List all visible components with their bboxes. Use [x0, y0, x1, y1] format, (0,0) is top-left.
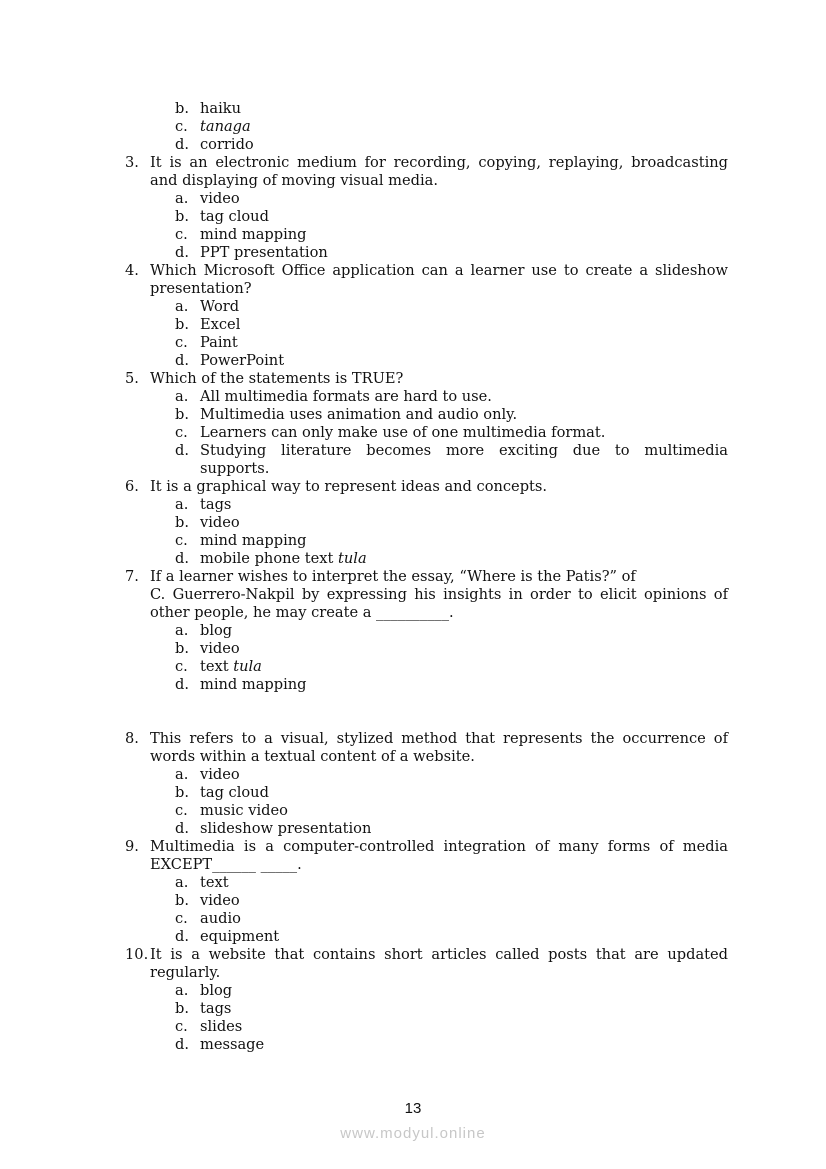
option-item: b. video [175, 640, 240, 657]
question-text: If a learner wishes to interpret the essay, “Where is the Patis?” of C. Guerrero-Nakpil by expressing his insights in order to elicit opinions of other people, he may create a __________. [150, 568, 728, 621]
question-text: Multimedia is a computer-controlled integration of many forms of media EXCEPT______ _____. [150, 838, 728, 873]
watermark-text: www.modyul.online [340, 1125, 486, 1142]
option-item: a. blog [175, 982, 233, 999]
question-number: 10. [125, 946, 149, 963]
option-item: d. mobile phone text tula [175, 550, 367, 567]
option-item: c. audio [175, 910, 241, 927]
question-text: It is an electronic medium for recording, copying, replaying, broadcasting and displaying of moving visual media. [150, 154, 728, 189]
question-number: 3. [125, 154, 139, 171]
question-number: 4. [125, 262, 139, 279]
option-item: a. text [175, 874, 229, 891]
option-item: c. slides [175, 1018, 243, 1035]
question-number: 9. [125, 838, 139, 855]
option-item: d. message [175, 1036, 265, 1053]
option-item: d. mind mapping [175, 676, 307, 693]
option-item: c. Learners can only make use of one multimedia format. [175, 424, 606, 441]
question-6-options [125, 496, 728, 568]
question-7 [125, 568, 728, 622]
option-item: c. mind mapping [175, 226, 307, 243]
option-item: b. Excel [175, 316, 241, 333]
question-number: 7. [125, 568, 139, 585]
option-item: b. tag cloud [175, 784, 269, 801]
option-item: c. music video [175, 802, 288, 819]
option-item: c. tanaga [175, 118, 251, 135]
option-item: d. Studying literature becomes more exciting due to multimedia supports. [175, 442, 728, 477]
continued-options [125, 100, 728, 154]
option-item: c. text tula [175, 658, 262, 675]
option-item: b. haiku [175, 100, 242, 117]
question-text: Which Microsoft Office application can a learner use to create a slideshow presentation? [150, 262, 728, 297]
question-text: This refers to a visual, stylized method that represents the occurrence of words within a textual content of a website. [150, 730, 728, 765]
question-3-options [125, 190, 728, 262]
question-7-options [125, 622, 728, 694]
option-item: a. video [175, 766, 240, 783]
option-item: d. slideshow presentation [175, 820, 372, 837]
question-9-options [125, 874, 728, 946]
option-item: d. equipment [175, 928, 280, 945]
question-number: 8. [125, 730, 139, 747]
question-list [125, 100, 728, 1054]
option-item: a. video [175, 190, 240, 207]
question-5 [125, 370, 728, 388]
question-number: 6. [125, 478, 139, 495]
option-item: d. corrido [175, 136, 254, 153]
question-4-options [125, 298, 728, 370]
question-10 [125, 946, 728, 982]
option-item: b. tag cloud [175, 208, 269, 225]
option-item: a. tags [175, 496, 232, 513]
question-4 [125, 262, 728, 298]
option-item: b. Multimedia uses animation and audio only. [175, 406, 518, 423]
question-number: 5. [125, 370, 139, 387]
question-8 [125, 730, 728, 766]
question-3 [125, 154, 728, 190]
option-item: a. Word [175, 298, 240, 315]
question-6 [125, 478, 728, 496]
page-number: 13 [404, 1100, 422, 1117]
option-item: d. PowerPoint [175, 352, 285, 369]
question-10-options [125, 982, 728, 1054]
option-item: b. video [175, 514, 240, 531]
option-item: b. video [175, 892, 240, 909]
option-item: c. mind mapping [175, 532, 307, 549]
question-text: It is a website that contains short articles called posts that are updated regularly. [150, 946, 728, 981]
option-item: a. blog [175, 622, 233, 639]
option-item: c. Paint [175, 334, 238, 351]
question-9 [125, 838, 728, 874]
question-8-options [125, 766, 728, 838]
option-item: a. All multimedia formats are hard to use. [175, 388, 492, 405]
option-item: b. tags [175, 1000, 232, 1017]
question-text: Which of the statements is TRUE? [150, 370, 404, 387]
question-5-options [125, 388, 728, 478]
option-item: d. PPT presentation [175, 244, 328, 261]
spacer [125, 694, 728, 730]
question-text: It is a graphical way to represent ideas and concepts. [150, 478, 548, 495]
